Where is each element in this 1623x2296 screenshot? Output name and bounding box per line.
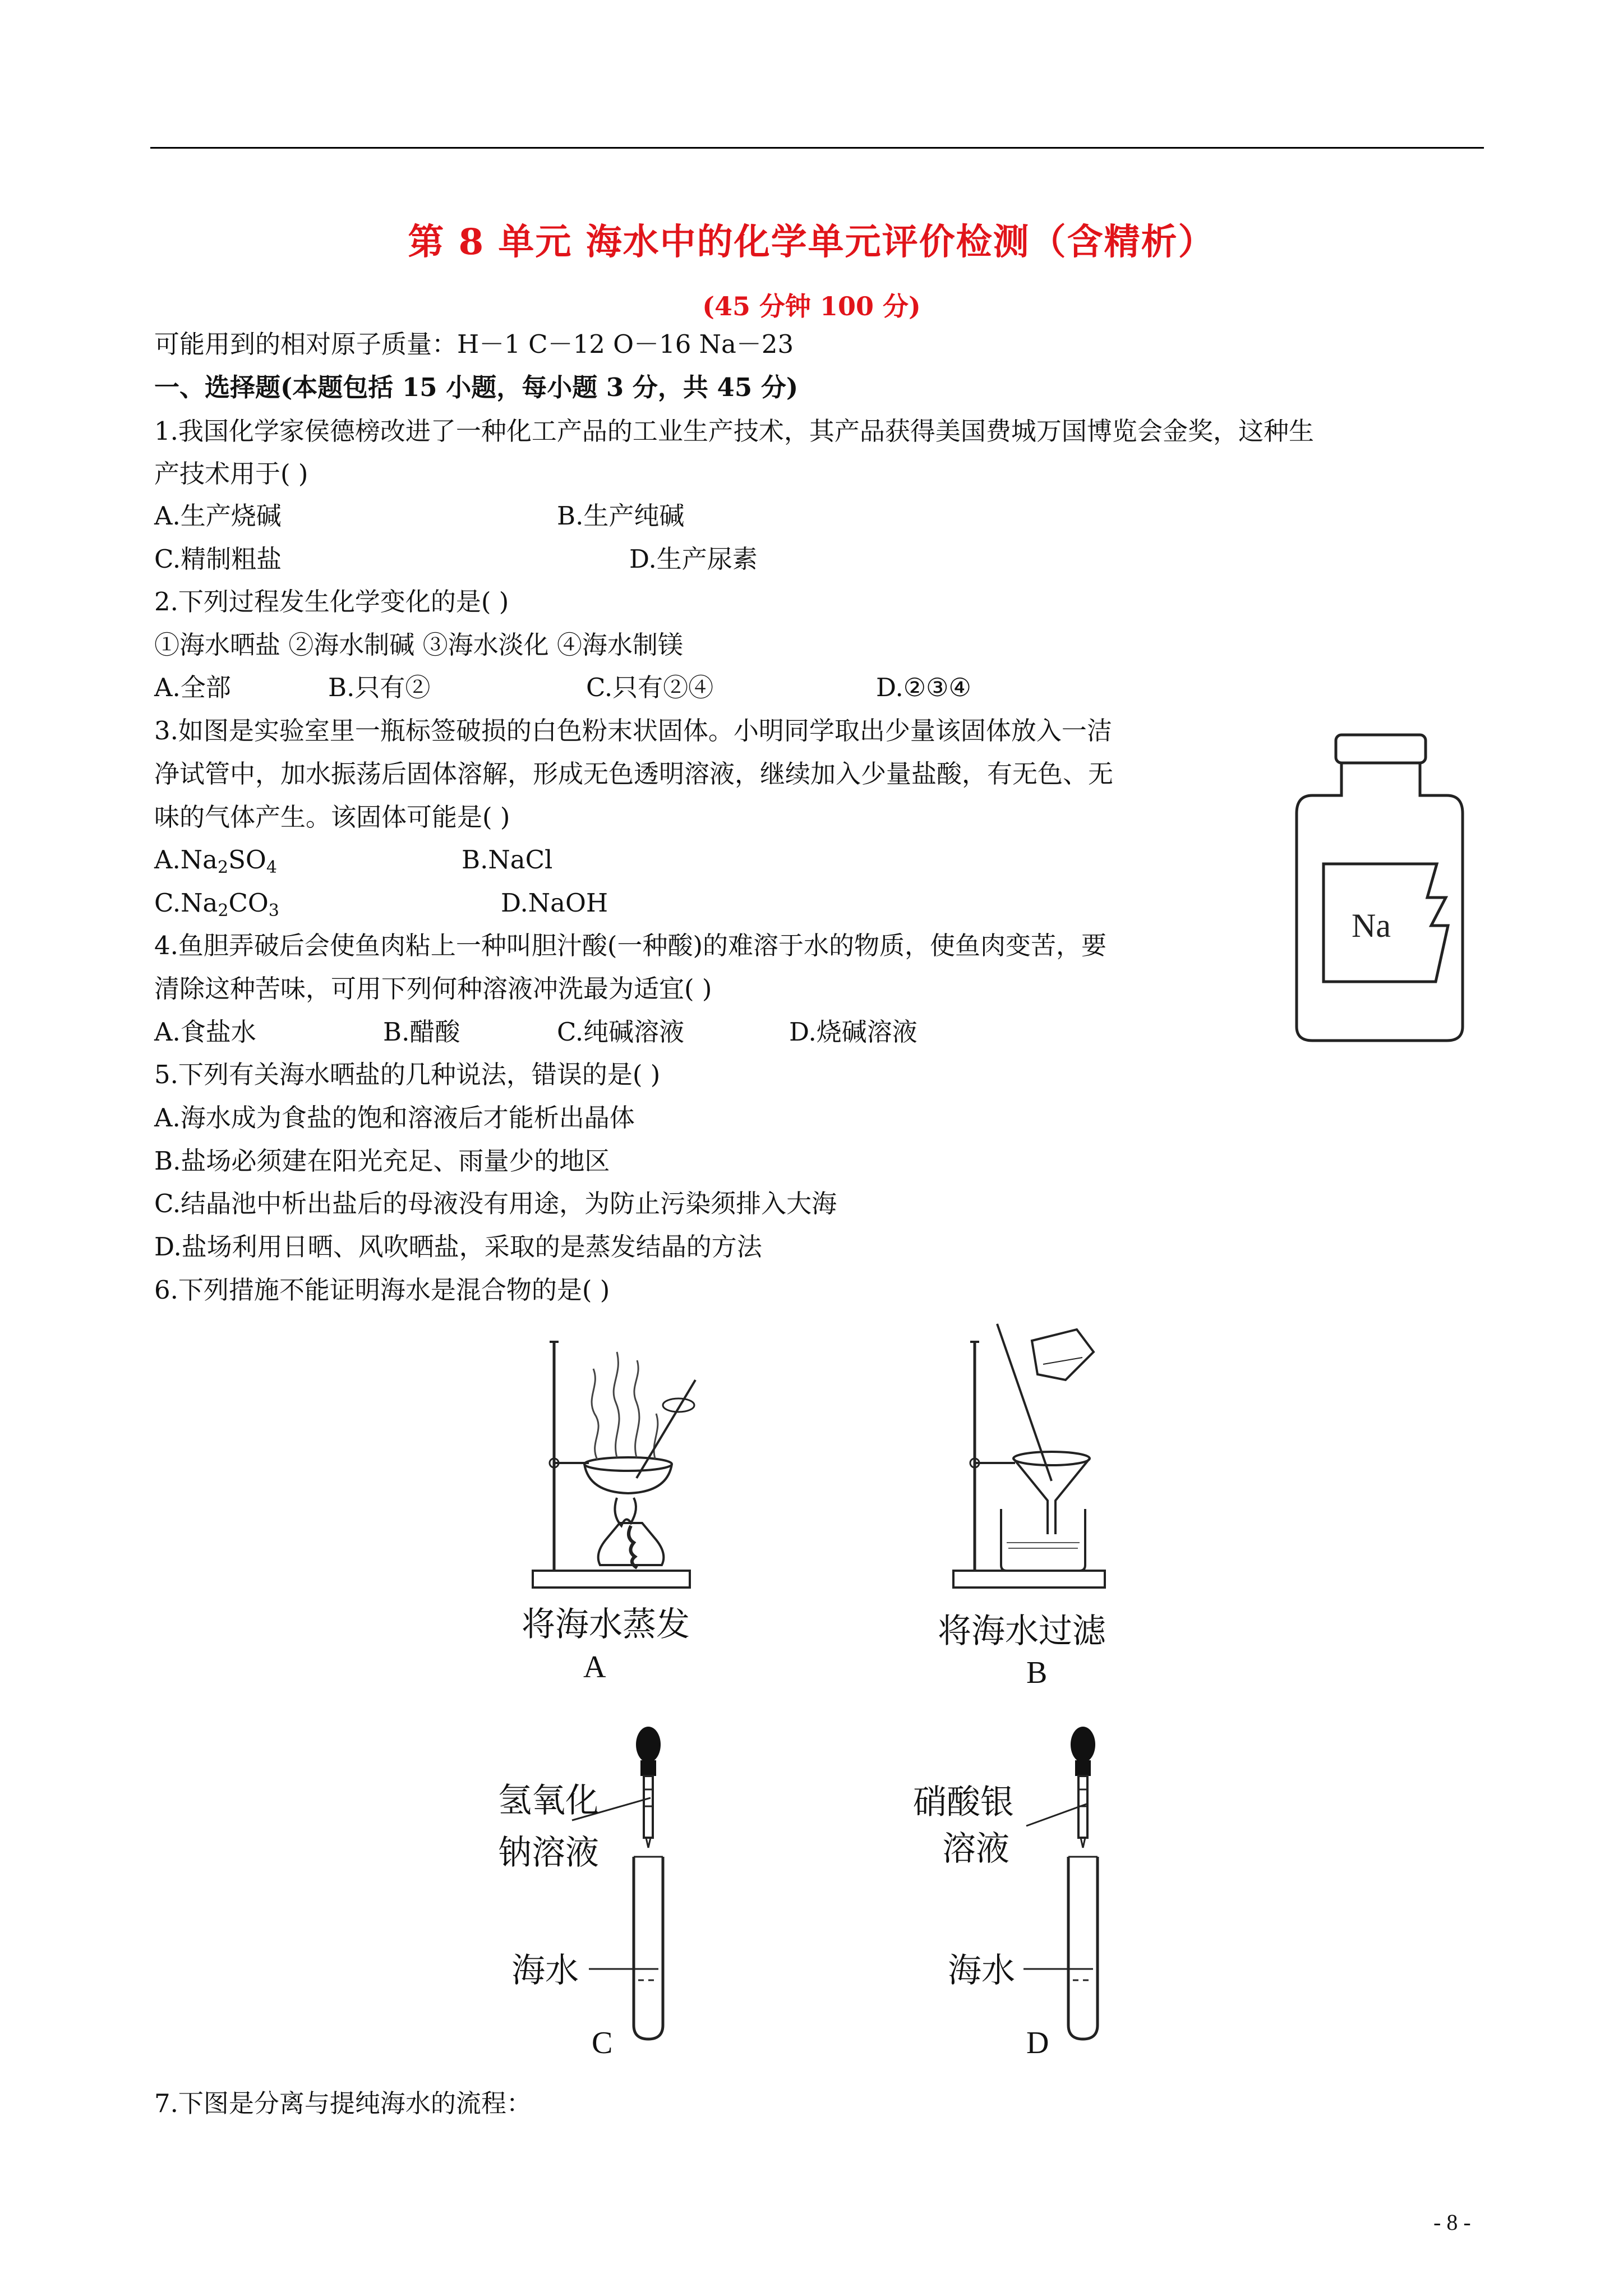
page-number: - 8 - — [1433, 2210, 1471, 2235]
q3-option-c: $C.Na_2CO_3$ — [154, 888, 279, 921]
q2-items: ①海水晒盐 ②海水制碱 ③海水淡化 ④海水制镁 — [154, 630, 683, 660]
q7-stem: 7.下图是分离与提纯海水的流程： — [154, 2088, 532, 2118]
agno3-seawater-leader-line — [1023, 1966, 1080, 1972]
figure-d-reagent-line2: 溶液 — [942, 1829, 1009, 1869]
figure-b-letter: B — [1026, 1655, 1048, 1690]
q4-option-c: C.纯碱溶液 — [557, 1017, 685, 1047]
reagent-bottle-figure — [1290, 729, 1469, 1049]
q2-option-a: A.全部 — [154, 673, 231, 702]
agno3-leader-line — [1026, 1801, 1094, 1829]
q1-option-a: A.生产烧碱 — [154, 501, 282, 531]
q3-option-b: B.NaCl — [462, 845, 553, 875]
q5-option-d: D.盐场利用日晒、风吹晒盐，采取的是蒸发结晶的方法 — [154, 1232, 762, 1262]
q3-option-a: $A.Na_2SO_4$ — [154, 845, 277, 877]
naoh-seawater-leader-line — [589, 1966, 645, 1972]
figure-d-reagent-line1: 硝酸银 — [913, 1783, 1014, 1822]
q3-stem-line1: 3.如图是实验室里一瓶标签破损的白色粉末状固体。小明同学取出少量该固体放入一洁 — [154, 716, 1112, 746]
bottle-label: Na — [1352, 907, 1391, 944]
figure-b-caption: 将海水过滤 — [938, 1612, 1106, 1651]
figure-c-letter: C — [592, 2026, 613, 2060]
q4-option-a: A.食盐水 — [154, 1017, 256, 1047]
q5-option-c: C.结晶池中析出盐后的母液没有用途，为防止污染须排入大海 — [154, 1189, 837, 1218]
figure-c-reagent-line1: 氢氧化 — [498, 1781, 599, 1820]
q3-option-d: D.NaOH — [501, 888, 608, 918]
figure-a-letter: A — [583, 1650, 606, 1685]
q1-option-c: C.精制粗盐 — [154, 544, 282, 574]
q6-stem: 6.下列措施不能证明海水是混合物的是( ) — [154, 1275, 610, 1305]
q1-stem-line2: 产技术用于( ) — [154, 459, 308, 489]
q2-option-b: B.只有② — [328, 673, 431, 702]
q4-stem-line2: 清除这种苦味，可用下列何种溶液冲洗最为适宜( ) — [154, 974, 712, 1004]
silver-nitrate-test-tube-figure — [1046, 1722, 1130, 2042]
q1-option-b: B.生产纯碱 — [557, 501, 685, 531]
figure-c-reagent-line2: 钠溶液 — [498, 1833, 599, 1872]
filtration-apparatus-figure — [948, 1318, 1133, 1593]
q1-stem-line1: 1.我国化学家侯德榜改进了一种化工产品的工业生产技术，其产品获得美国费城万国博览会金奖，这种生 — [154, 416, 1314, 446]
q4-option-b: B.醋酸 — [383, 1017, 460, 1047]
q4-stem-line1: 4.鱼胆弄破后会使鱼肉粘上一种叫胆汁酸(一种酸)的难溶于水的物质，使鱼肉变苦，要 — [154, 931, 1107, 960]
q2-option-d: D.②③④ — [876, 673, 971, 702]
evaporation-apparatus-figure — [527, 1329, 729, 1593]
header-rule — [150, 147, 1484, 149]
naoh-test-tube-figure — [611, 1722, 695, 2042]
q2-option-c: C.只有②④ — [586, 673, 714, 702]
q5-option-b: B.盐场必须建在阳光充足、雨量少的地区 — [154, 1146, 610, 1176]
page-title: 第 8 单元 海水中的化学单元评价检测（含精析） — [408, 221, 1215, 263]
figure-c-seawater-label: 海水 — [511, 1951, 579, 1990]
figure-a-caption: 将海水蒸发 — [522, 1605, 690, 1644]
q1-option-d: D.生产尿素 — [629, 544, 758, 574]
q5-option-a: A.海水成为食盐的饱和溶液后才能析出晶体 — [154, 1103, 635, 1133]
q4-option-d: D.烧碱溶液 — [789, 1017, 917, 1047]
page-subtitle: (45 分钟 100 分) — [702, 291, 921, 321]
q3-stem-line3: 味的气体产生。该固体可能是( ) — [154, 802, 510, 832]
figure-d-letter: D — [1026, 2026, 1049, 2060]
section-heading: 一、选择题(本题包括 15 小题，每小题 3 分，共 45 分) — [154, 372, 799, 402]
figure-d-seawater-label: 海水 — [948, 1951, 1015, 1990]
q2-stem: 2.下列过程发生化学变化的是( ) — [154, 587, 509, 616]
q3-stem-line2: 净试管中，加水振荡后固体溶解，形成无色透明溶液，继续加入少量盐酸，有无色、无 — [154, 759, 1114, 789]
q5-stem: 5.下列有关海水晒盐的几种说法，错误的是( ) — [154, 1060, 661, 1089]
atomic-mass-note: 可能用到的相对原子质量：H－1 C－12 O－16 Na－23 — [154, 329, 794, 359]
